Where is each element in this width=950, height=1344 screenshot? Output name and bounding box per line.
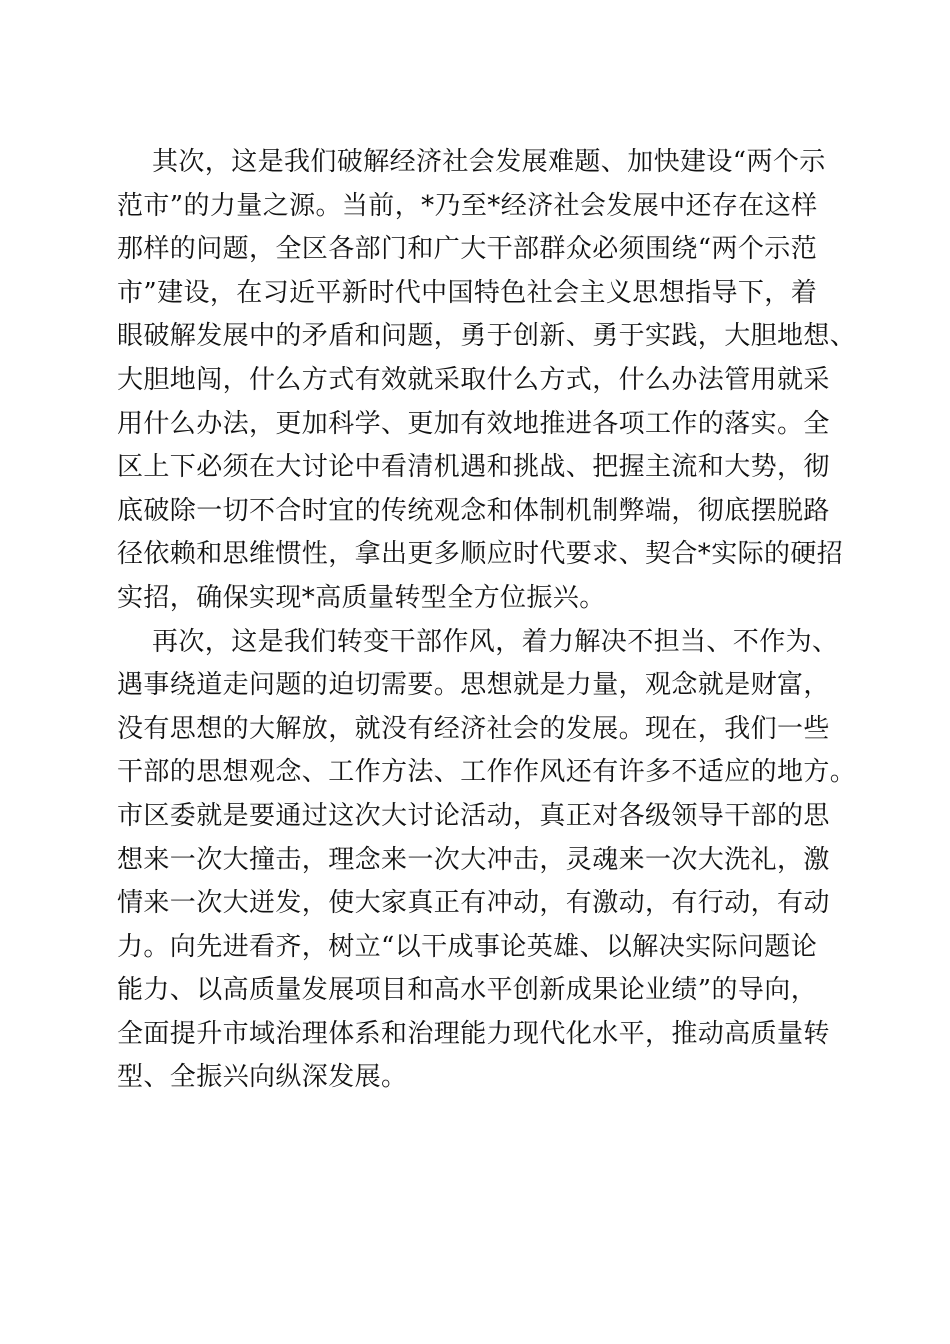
paragraph-line: 全面提升市域治理体系和治理能力现代化水平，推动高质量转 bbox=[117, 1018, 830, 1049]
paragraph-line: 范市”的力量之源。当前，*乃至*经济社会发展中还存在这样 bbox=[117, 190, 818, 221]
paragraph-line: 遇事绕道走问题的迫切需要。思想就是力量，观念就是财富， bbox=[117, 670, 830, 701]
paragraph-line: 其次，这是我们破解经济社会发展难题、加快建设“两个示 bbox=[152, 147, 826, 177]
paragraph-line: 力。向先进看齐，树立“以干成事论英雄、以解决实际问题论 bbox=[117, 931, 818, 962]
paragraph-line: 型、全振兴向纵深发展。 bbox=[117, 1062, 408, 1093]
paragraph-line: 想来一次大撞击，理念来一次大冲击，灵魂来一次大洗礼，激 bbox=[117, 844, 830, 875]
paragraph-line: 底破除一切不合时宜的传统观念和体制机制弊端，彻底摆脱路 bbox=[117, 495, 830, 526]
paragraph-line: 再次，这是我们转变干部作风，着力解决不担当、不作为、 bbox=[152, 626, 839, 657]
paragraph-2 bbox=[117, 621, 857, 1101]
paragraph-line: 能力、以高质量发展项目和高水平创新成果论业绩”的导向， bbox=[117, 975, 818, 1006]
paragraph-line: 市区委就是要通过这次大讨论活动，真正对各级领导干部的思 bbox=[117, 800, 830, 831]
paragraph-line: 区上下必须在大讨论中看清机遇和挑战、把握主流和大势，彻 bbox=[117, 452, 830, 483]
paragraph-line: 实招，确保实现*高质量转型全方位振兴。 bbox=[117, 582, 606, 613]
paragraph-1 bbox=[117, 141, 857, 621]
paragraph-line: 用什么办法，更加科学、更加有效地推进各项工作的落实。全 bbox=[117, 408, 830, 439]
document-body bbox=[117, 141, 857, 1100]
paragraph-line: 没有思想的大解放，就没有经济社会的发展。现在，我们一些 bbox=[117, 713, 830, 744]
paragraph-line: 干部的思想观念、工作方法、工作作风还有许多不适应的地方。 bbox=[117, 757, 857, 788]
paragraph-line: 径依赖和思维惯性，拿出更多顺应时代要求、契合*实际的硬招 bbox=[117, 539, 844, 570]
paragraph-line: 情来一次大迸发，使大家真正有冲动，有激动，有行动，有动 bbox=[117, 888, 830, 919]
paragraph-line: 眼破解发展中的矛盾和问题，勇于创新、勇于实践，大胆地想、 bbox=[117, 321, 857, 352]
paragraph-line: 大胆地闯，什么方式有效就采取什么方式，什么办法管用就采 bbox=[117, 364, 830, 395]
paragraph-line: 市”建设，在习近平新时代中国特色社会主义思想指导下，着 bbox=[117, 277, 818, 308]
paragraph-line: 那样的问题，全区各部门和广大干部群众必须围绕“两个示范 bbox=[117, 234, 818, 265]
